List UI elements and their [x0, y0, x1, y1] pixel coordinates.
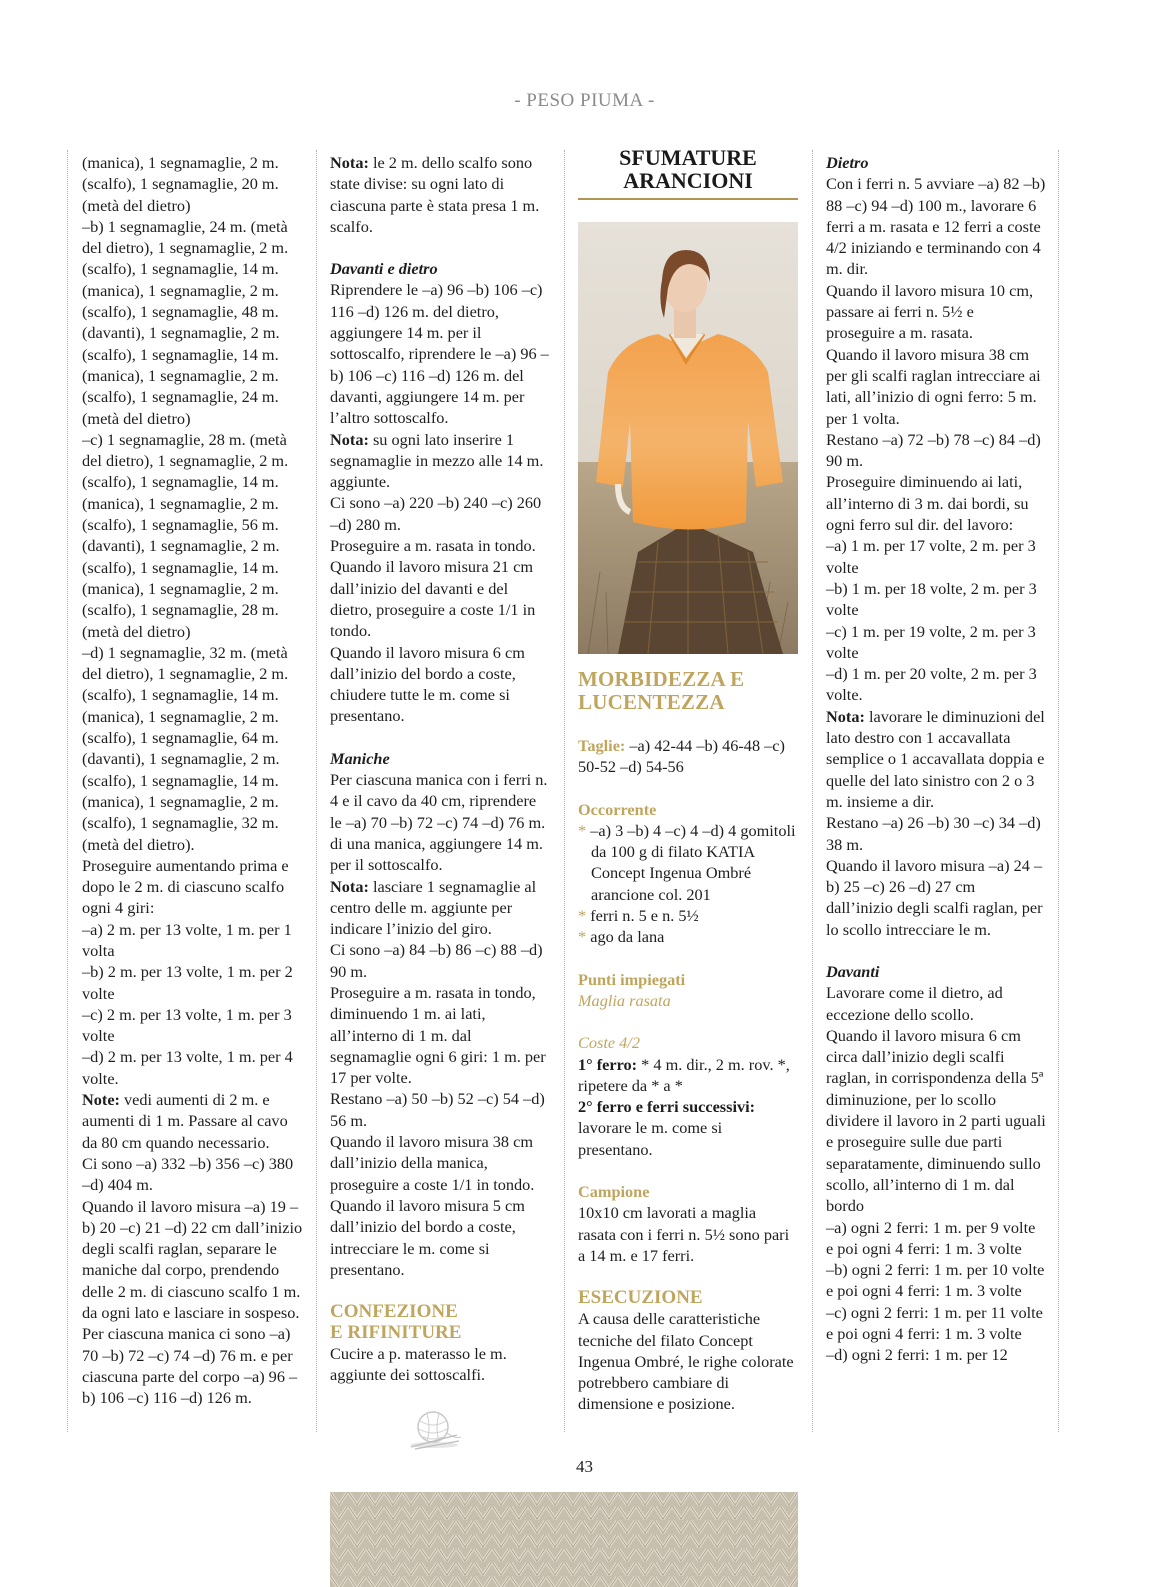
- text-line: –b) 1 segnamaglie, 24 m. (metà del dietro), 1 segnamaglie, 2 m.: [82, 216, 289, 258]
- text-line: –c) 2 m. per 13 volte, 1 m. per 3 volte: [82, 1004, 292, 1046]
- title-line-1: SFUMATURE: [619, 145, 757, 170]
- text-line: (manica), 1 segnamaglie, 2 m.: [82, 153, 279, 172]
- paragraph: –d) 1 m. per 20 volte, 2 m. per 3 volte.: [826, 664, 1037, 705]
- subtitle-line-1: MORBIDEZZA E: [578, 667, 745, 691]
- list-item: [578, 905, 798, 926]
- nota-text: lavorare le diminuzioni del lato destro con 1 accavallata semplice o 1 accavallata doppia e quelle del lato sinistro con 2 o 3 m. insieme a dir.: [826, 706, 1045, 811]
- occorrente-heading: Occorrente: [578, 799, 657, 819]
- taglie-text: –a) 42-44 –b) 46-48 –c) 50-52 –d) 54-56: [578, 736, 785, 777]
- text-line: –a) 2 m. per 13 volte, 1 m. per 1 volta: [82, 919, 292, 960]
- list-item: [578, 926, 798, 947]
- column-4: [826, 152, 1046, 1366]
- text-line: (manica), 1 segnamaglie, 2 m.: [82, 791, 279, 811]
- text-line: (manica), 1 segnamaglie, 2 m.: [82, 280, 279, 300]
- text-line: (davanti), 1 segnamaglie, 2 m.: [82, 323, 280, 343]
- nota-label: Nota:: [330, 429, 369, 449]
- paragraph: Con i ferri n. 5 avviare –a) 82 –b) 88 –c) 94 –d) 100 m., lavorare 6 ferri a m. rasata e 12 ferri a coste 4/2 iniziando e terminando con 4 m. dir.: [826, 174, 1046, 279]
- paragraph: Lavorare come il dietro, ad eccezione dello scollo.: [826, 983, 1003, 1024]
- yarn-ball-icon: [405, 1407, 463, 1453]
- text-line: (scalfo), 1 segnamaglie, 28 m.: [82, 600, 279, 620]
- paragraph: Ci sono –a) 220 –b) 240 –c) 260 –d) 280 m.: [330, 493, 542, 534]
- page-number: 43: [576, 1457, 593, 1476]
- text-line: (scalfo), 1 segnamaglie, 32 m.: [82, 813, 279, 833]
- col1-lines: [82, 152, 304, 1089]
- subtitle-line-2: LUCENTEZZA: [578, 690, 725, 714]
- list-item-text: ago da lana: [590, 927, 665, 947]
- taglie-paragraph: [578, 735, 798, 778]
- paragraph: –b) ogni 2 ferri: 1 m. per 10 volte e poi ogni 4 ferri: 1 m. 3 volte: [826, 1260, 1045, 1301]
- nota-text: le 2 m. dello scalfo sono state divise: su ogni lato di ciascuna parte è stata presa 1 m. scalfo.: [330, 153, 540, 236]
- paragraph: Ci sono –a) 84 –b) 86 –c) 88 –d) 90 m.: [330, 940, 543, 981]
- paragraph: –b) 1 m. per 18 volte, 2 m. per 3 volte: [826, 578, 1037, 620]
- ferro-2-paragraph: [578, 1096, 798, 1160]
- text-line: (davanti), 1 segnamaglie, 2 m.: [82, 749, 280, 769]
- paragraph: –a) ogni 2 ferri: 1 m. per 9 volte e poi ogni 4 ferri: 1 m. 3 volte: [826, 1217, 1036, 1258]
- text-line: (davanti), 1 segnamaglie, 2 m.: [82, 536, 280, 556]
- text-line: (manica), 1 segnamaglie, 2 m.: [82, 706, 279, 726]
- text-line: Per ciascuna manica ci sono –a) 70 –b) 72 –c) 74 –d) 76 m. e per ciascuna parte del corpo –a) 96 –b) 106 –c) 116 –d) 126 m.: [82, 1324, 298, 1408]
- text-line: (manica), 1 segnamaglie, 2 m.: [82, 365, 279, 385]
- text-line: –c) 1 segnamaglie, 28 m. (metà del dietro), 1 segnamaglie, 2 m.: [82, 429, 289, 471]
- paragraph: Quando il lavoro misura 38 cm per gli scalfi raglan intrecciare ai lati, all’inizio di ogni ferro: 5 m. per 1 volta.: [826, 344, 1041, 428]
- confezione-heading: CONFEZIONE: [330, 1301, 458, 1323]
- text-line: (metà del dietro): [82, 195, 191, 215]
- bullet-star-icon: *: [578, 820, 587, 840]
- paragraph: Restano –a) 72 –b) 78 –c) 84 –d) 90 m.: [826, 429, 1041, 471]
- text-line: –d) 1 segnamaglie, 32 m. (metà del dietro), 1 segnamaglie, 2 m.: [82, 642, 289, 684]
- nota-label: Nota:: [330, 876, 369, 896]
- section-heading-dietro: Dietro: [826, 153, 869, 172]
- model-photo: [578, 222, 798, 654]
- esecuzione-heading: ESECUZIONE: [578, 1287, 703, 1309]
- paragraph: Cucire a p. materasso le m. aggiunte dei sottoscalfi.: [330, 1344, 507, 1385]
- paragraph: 10x10 cm lavorati a maglia rasata con i ferri n. 5½ sono pari a 14 m. e 17 ferri.: [578, 1203, 790, 1265]
- running-head: - PESO PIUMA -: [514, 90, 655, 111]
- paragraph: Quando il lavoro misura 21 cm dall’inizio del davanti e del dietro, proseguire a coste 1/1 in tondo.: [330, 557, 536, 641]
- text-line: (scalfo), 1 segnamaglie, 24 m.: [82, 387, 279, 407]
- paragraph: Proseguire a m. rasata in tondo.: [330, 536, 536, 556]
- text-line: (scalfo), 1 segnamaglie, 14 m.: [82, 344, 279, 364]
- text-line: (scalfo), 1 segnamaglie, 14 m.: [82, 557, 279, 577]
- note-paragraph: [82, 1089, 304, 1153]
- text-line: (scalfo), 1 segnamaglie, 14 m.: [82, 685, 279, 705]
- ferro-2-label: 2° ferro e ferri successivi:: [578, 1097, 756, 1117]
- text-line: (scalfo), 1 segnamaglie, 48 m.: [82, 302, 279, 322]
- text-line: (metà del dietro): [82, 621, 191, 641]
- paragraph: Quando il lavoro misura 6 cm dall’inizio del bordo a coste, chiudere tutte le m. come si presentano.: [330, 642, 525, 726]
- nota-paragraph: [826, 706, 1046, 812]
- text-line: (manica), 1 segnamaglie, 2 m.: [82, 493, 279, 513]
- column-1: [82, 152, 304, 1409]
- section-heading-maniche: Maniche: [330, 748, 390, 768]
- section-heading-davanti: Davanti: [826, 961, 880, 981]
- bullet-star-icon: *: [578, 906, 587, 926]
- nota-text: lasciare 1 segnamaglie al centro delle m. aggiunte per indicare l’inizio del giro.: [330, 876, 537, 939]
- paragraph: Proseguire a m. rasata in tondo, diminuendo 1 m. ai lati, all’interno di 1 m. dal segnamaglie ogni 6 giri: 1 m. per 17 per volte.: [330, 982, 546, 1088]
- article-title: [578, 146, 798, 200]
- paragraph: Restano –a) 50 –b) 52 –c) 54 –d) 56 m.: [330, 1089, 545, 1130]
- note-label: Note:: [82, 1090, 120, 1110]
- list-item-text: –a) 3 –b) 4 –c) 4 –d) 4 gomitoli da 100 g di filato KATIA Concept Ingenua Ombré arancione col. 201: [590, 820, 796, 904]
- col1-after: [82, 1153, 304, 1409]
- column-rule: [1058, 150, 1059, 1432]
- ferro-1-text: * 4 m. dir., 2 m. rov. *, ripetere da * a *: [578, 1054, 790, 1095]
- title-line-2: ARANCIONI: [623, 168, 753, 193]
- text-line: Ci sono –a) 332 –b) 356 –c) 380 –d) 404 m.: [82, 1153, 294, 1195]
- ferro-2-text: lavorare le m. come si presentano.: [578, 1118, 723, 1159]
- text-line: (scalfo), 1 segnamaglie, 14 m.: [82, 472, 279, 492]
- text-line: (scalfo), 1 segnamaglie, 64 m.: [82, 728, 279, 748]
- text-line: (metà del dietro): [82, 408, 191, 428]
- bullet-star-icon: *: [578, 927, 587, 947]
- text-line: (scalfo), 1 segnamaglie, 56 m.: [82, 515, 279, 535]
- text-line: Proseguire aumentando prima e dopo le 2 m. di ciascuno scalfo ogni 4 giri:: [82, 855, 289, 918]
- paragraph: Quando il lavoro misura 38 cm dall’inizio della manica, proseguire a coste 1/1 in tondo.: [330, 1132, 535, 1194]
- knit-texture-image: [330, 1492, 798, 1587]
- text-line: Quando il lavoro misura –a) 19 –b) 20 –c) 21 –d) 22 cm dall’inizio degli scalfi raglan, separare le maniche dal corpo, prendendo delle 2 m. di ciascuno scalfo 1 m. da ogni lato e lasciare in sospeso.: [82, 1196, 303, 1323]
- column-rule: [812, 150, 813, 1432]
- paragraph: –d) ogni 2 ferri: 1 m. per 12: [826, 1345, 1008, 1365]
- confezione-heading-2: E RIFINITURE: [330, 1322, 462, 1344]
- paragraph: Quando il lavoro misura –a) 24 –b) 25 –c) 26 –d) 27 cm dall’inizio degli scalfi raglan, per lo scollo intrecciare le m.: [826, 855, 1043, 939]
- coste-heading: Coste 4/2: [578, 1033, 640, 1053]
- text-line: –b) 2 m. per 13 volte, 1 m. per 2 volte: [82, 962, 293, 1003]
- paragraph: Quando il lavoro misura 5 cm dall’inizio del bordo a coste, intrecciare le m. come si presentano.: [330, 1195, 525, 1279]
- punti-heading: Punti impiegati: [578, 969, 686, 989]
- text-line: (metà del dietro).: [82, 834, 195, 854]
- nota-paragraph: [330, 876, 551, 940]
- note-text: vedi aumenti di 2 m. e aumenti di 1 m. Passare al cavo da 80 cm quando necessario.: [82, 1090, 288, 1152]
- paragraph: Quando il lavoro misura 6 cm circa dall’inizio degli scalfi raglan, in corrispondenza della 5ª diminuzione, per lo scollo dividere il lavoro in 2 parti uguali e proseguire sulle due parti separatamente, diminuendo sullo scollo, all’interno di 1 m. dal bordo: [826, 1025, 1046, 1216]
- text-line: (manica), 1 segnamaglie, 2 m.: [82, 578, 279, 598]
- paragraph: Riprendere le –a) 96 –b) 106 –c) 116 –d) 126 m. del dietro, aggiungere 14 m. per il sottoscalfo, riprendere le –a) 96 –b) 106 –c) 116 –d) 126 m. del davanti, aggiungere 14 m. per l’altro sottoscalfo.: [330, 280, 549, 428]
- list-item-text: ferri n. 5 e n. 5½: [590, 906, 699, 926]
- paragraph: Proseguire diminuendo ai lati, all’interno di 3 m. dai bordi, su ogni ferro sul dir. del lavoro:: [826, 472, 1029, 535]
- paragraph: –a) 1 m. per 17 volte, 2 m. per 3 volte: [826, 536, 1036, 577]
- nota-paragraph: [330, 152, 551, 237]
- ferro-1-paragraph: [578, 1054, 798, 1097]
- paragraph: –c) ogni 2 ferri: 1 m. per 11 volte e poi ogni 4 ferri: 1 m. 3 volte: [826, 1302, 1043, 1344]
- paragraph: A causa delle caratteristiche tecniche del filato Concept Ingenua Ombré, le righe colorate potrebbero cambiare di dimensione e posizione.: [578, 1309, 794, 1414]
- paragraph: Per ciascuna manica con i ferri n. 4 e il cavo da 40 cm, riprendere le –a) 70 –b) 72 –c) 74 –d) 76 m. di una manica, aggiungere 14 m. per il sottoscalfo.: [330, 770, 548, 875]
- nota-text: su ogni lato inserire 1 segnamaglie in mezzo alle 14 m. aggiunte.: [330, 429, 544, 492]
- nota-label: Nota:: [826, 706, 865, 726]
- text-line: (scalfo), 1 segnamaglie, 20 m.: [82, 174, 279, 194]
- section-heading-davanti-dietro: Davanti e dietro: [330, 259, 438, 279]
- punti-item: Maglia rasata: [578, 990, 671, 1010]
- column-rule: [67, 150, 68, 1432]
- column-rule: [564, 150, 565, 1432]
- list-item: [578, 820, 798, 905]
- paragraph: Quando il lavoro misura 10 cm, passare ai ferri n. 5½ e proseguire a m. rasata.: [826, 280, 1034, 343]
- column-rule: [316, 150, 317, 1432]
- campione-heading: Campione: [578, 1182, 650, 1202]
- paragraph: –c) 1 m. per 19 volte, 2 m. per 3 volte: [826, 621, 1036, 662]
- nota-label: Nota:: [330, 153, 369, 172]
- column-2: [330, 152, 551, 1386]
- text-line: (scalfo), 1 segnamaglie, 14 m.: [82, 770, 279, 790]
- paragraph: Restano –a) 26 –b) 30 –c) 34 –d) 38 m.: [826, 813, 1041, 854]
- ferro-1-label: 1° ferro:: [578, 1054, 638, 1074]
- taglie-label: Taglie:: [578, 736, 626, 755]
- text-line: (scalfo), 1 segnamaglie, 14 m.: [82, 259, 279, 279]
- column-3: [578, 145, 798, 1415]
- text-line: –d) 2 m. per 13 volte, 1 m. per 4 volte.: [82, 1047, 293, 1088]
- nota-paragraph: [330, 429, 551, 493]
